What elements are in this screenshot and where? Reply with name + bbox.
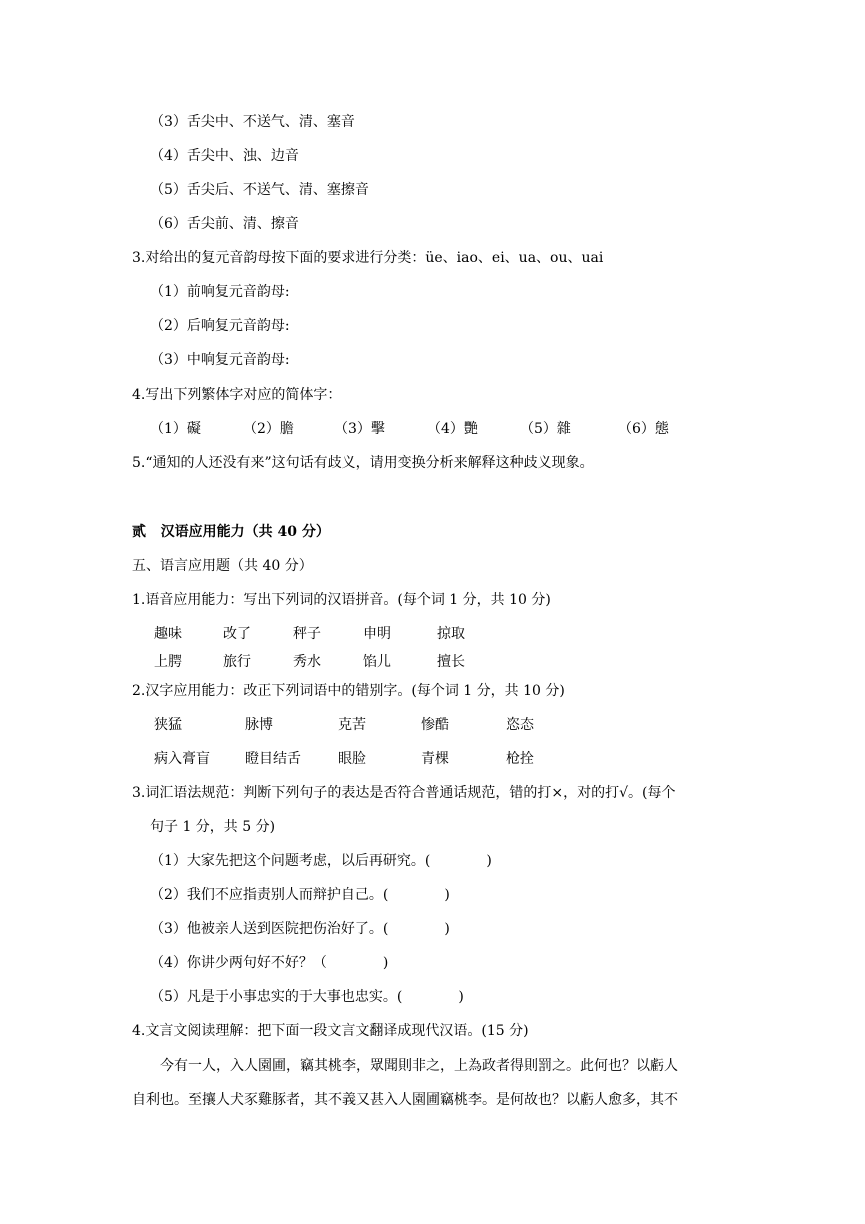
grammar-item-5: （5）凡是于小事忠实的于大事也忠实。( ) (150, 989, 464, 1005)
question-3-stem: 3.对给出的复元音韵母按下面的要求进行分类：üe、iao、ei、ua、ou、uai (132, 250, 604, 266)
pinyin-word: 擅长 (437, 654, 465, 670)
phonetic-item-5: （5）舌尖后、不送气、清、塞擦音 (150, 182, 369, 198)
pinyin-question-stem: 1.语音应用能力：写出下列词的汉语拼音。(每个词 1 分，共 10 分) (132, 592, 551, 608)
grammar-item-2: （2）我们不应指责别人而辩护自己。( ) (150, 887, 450, 903)
pinyin-word: 馅儿 (363, 654, 391, 670)
traditional-char-2: （2）膽 (243, 421, 294, 437)
part-2-title: 贰 汉语应用能力（共 40 分） (132, 524, 330, 540)
phonetic-item-6: （6）舌尖前、清、擦音 (150, 216, 299, 232)
pinyin-word: 秀水 (293, 654, 321, 670)
pinyin-word: 申明 (363, 626, 391, 642)
typo-word: 惨酷 (421, 717, 449, 733)
classical-passage-line-1: 今有一人，入人園圃，竊其桃李，眾聞則非之，上為政者得則罰之。此何也？以虧人 (160, 1058, 678, 1074)
typo-word: 眼脸 (338, 751, 366, 767)
typo-word: 克苦 (338, 717, 366, 733)
classical-question-stem: 4.文言文阅读理解：把下面一段文言文翻译成现代汉语。(15 分) (132, 1023, 529, 1039)
traditional-char-1: （1）礙 (150, 421, 201, 437)
grammar-question-stem: 3.词汇语法规范：判断下列句子的表达是否符合普通话规范，错的打×，对的打√。(每个 (132, 785, 676, 801)
typo-question-stem: 2.汉字应用能力：改正下列词语中的错别字。(每个词 1 分，共 10 分) (132, 683, 565, 699)
pinyin-word: 趣味 (154, 626, 182, 642)
question-3-item-2: （2）后响复元音韵母: (150, 318, 290, 334)
grammar-question-stem-cont: 句子 1 分，共 5 分) (150, 819, 276, 835)
typo-word: 病入膏盲 (154, 751, 210, 767)
typo-word: 瞪目结舌 (245, 751, 301, 767)
phonetic-item-4: （4）舌尖中、浊、边音 (150, 148, 299, 164)
traditional-char-5: （5）雜 (520, 421, 571, 437)
traditional-char-3: （3）擊 (334, 421, 385, 437)
question-3-item-1: （1）前响复元音韵母: (150, 284, 290, 300)
typo-word: 恣态 (506, 717, 534, 733)
typo-word: 狭猛 (154, 717, 182, 733)
grammar-item-4: （4）你讲少两句好不好？（ ) (150, 955, 389, 971)
typo-word: 青棵 (421, 751, 449, 767)
typo-word: 枪拴 (506, 751, 534, 767)
question-3-item-3: （3）中响复元音韵母: (150, 352, 290, 368)
question-4-stem: 4.写出下列繁体字对应的简体字： (132, 387, 342, 403)
pinyin-word: 上腭 (154, 654, 182, 670)
pinyin-word: 秤子 (293, 626, 321, 642)
typo-word: 脉博 (245, 717, 273, 733)
grammar-item-3: （3）他被亲人送到医院把伤治好了。( ) (150, 921, 450, 937)
pinyin-word: 旅行 (223, 654, 251, 670)
traditional-char-4: （4）艷 (427, 421, 478, 437)
grammar-item-1: （1）大家先把这个问题考虑，以后再研究。( ) (150, 853, 492, 869)
pinyin-word: 改了 (223, 626, 251, 642)
section-5-title: 五、语言应用题（共 40 分） (132, 558, 313, 574)
classical-passage-line-2: 自利也。至攘人犬豕雞豚者，其不義又甚入人園圃竊桃李。是何故也？以虧人愈多，其不 (132, 1092, 678, 1108)
question-5: 5.“通知的人还没有来”这句话有歧义，请用变换分析来解释这种歧义现象。 (132, 455, 594, 471)
phonetic-item-3: （3）舌尖中、不送气、清、塞音 (150, 114, 355, 130)
pinyin-word: 掠取 (437, 626, 465, 642)
traditional-char-6: （6）態 (618, 421, 669, 437)
